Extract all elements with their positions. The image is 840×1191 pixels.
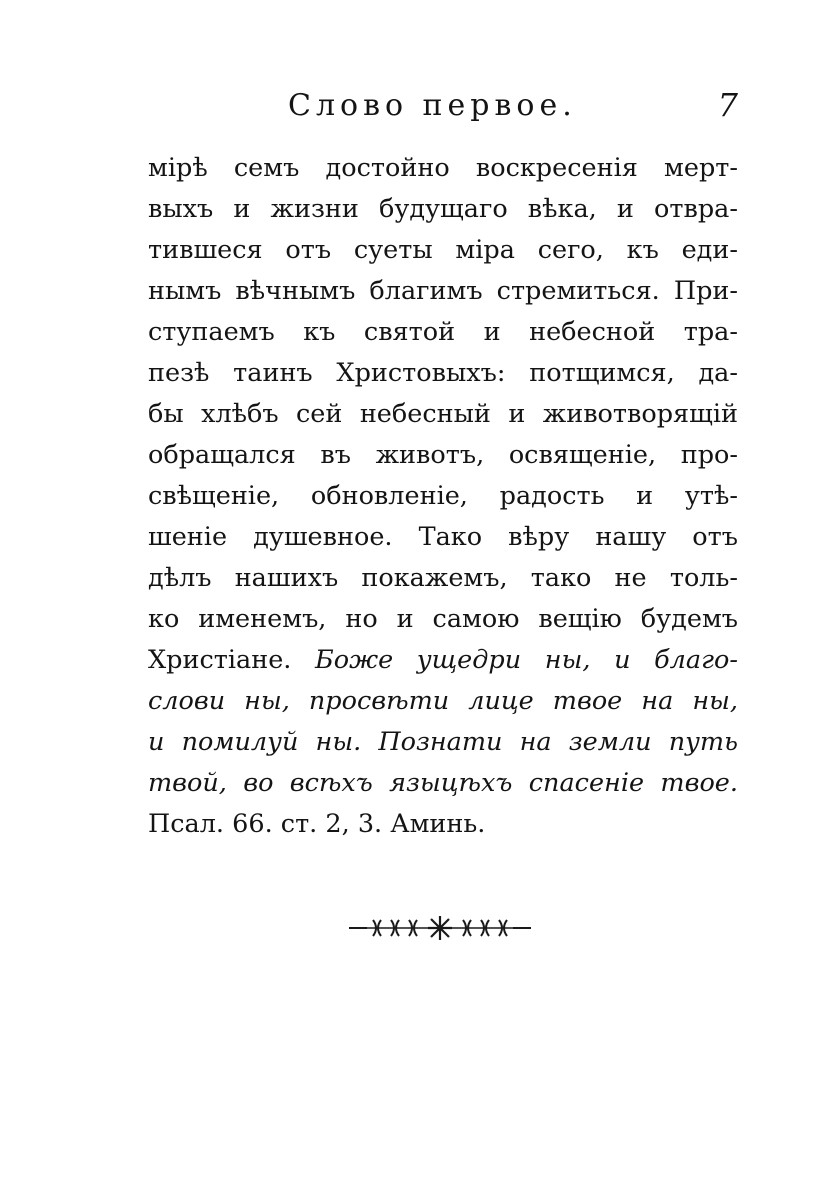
citation-line: Псал. 66. ст. 2, 3. Аминь. — [148, 809, 486, 839]
text-italic-quote: Боже ущедри ны, и благо- — [315, 645, 738, 675]
page-number: 7 — [717, 86, 738, 124]
text-line: обращался въ животъ, освященіе, про- — [148, 440, 738, 470]
text-line: нымъ вѣчнымъ благимъ стремиться. При- — [148, 276, 738, 306]
tailpiece-ornament-icon — [345, 910, 535, 946]
mixed-text-line — [148, 640, 738, 681]
italic-text-line: слови ны, просвѣти лице твое на ны, — [148, 686, 738, 716]
text-line: тившеся отъ суеты міра сего, къ еди- — [148, 235, 738, 265]
running-title: Слово первое. — [288, 88, 577, 123]
text-line: мірѣ семъ достойно воскресенія мерт- — [148, 153, 738, 183]
text-line: шеніе душевное. Тако вѣру нашу отъ — [148, 522, 738, 552]
text-line: ко именемъ, но и самою вещію будемъ — [148, 604, 738, 634]
text-line: дѣлъ нашихъ покажемъ, тако не толь- — [148, 563, 738, 593]
italic-text-line: и помилуй ны. Познати на земли путь — [148, 727, 738, 757]
body-text — [148, 148, 738, 845]
running-head — [148, 88, 738, 132]
text-line: свѣщеніе, обновленіе, радость и утѣ- — [148, 481, 738, 511]
text-line: пезѣ таинъ Христовыхъ: потщимся, да- — [148, 358, 738, 388]
text-roman: Христіане. — [148, 645, 292, 675]
text-line: ступаемъ къ святой и небесной тра- — [148, 317, 738, 347]
text-line: бы хлѣбъ сей небесный и животворящій — [148, 399, 738, 429]
text-line: выхъ и жизни будущаго вѣка, и отвра- — [148, 194, 738, 224]
italic-text-line: твой, во всѣхъ языцѣхъ спасеніе твое. — [148, 768, 738, 798]
